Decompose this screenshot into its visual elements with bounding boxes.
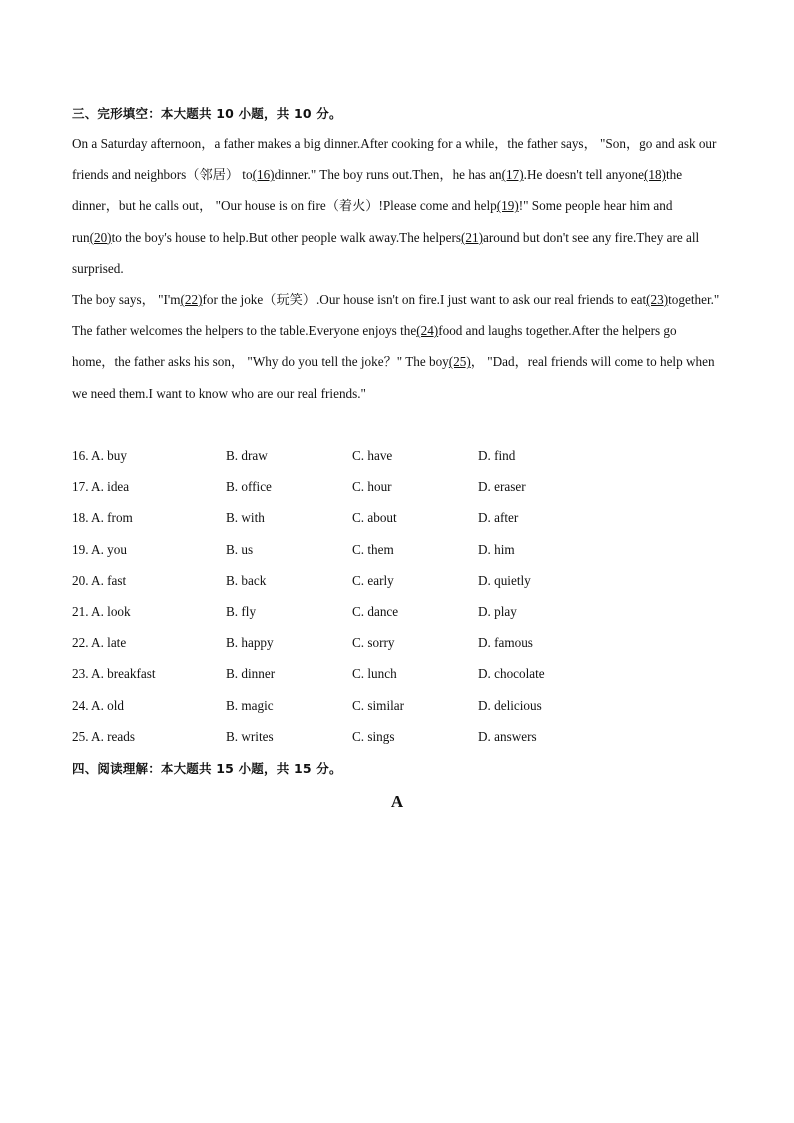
- question-option-c: C. similar: [352, 697, 405, 713]
- section-3-heading: 三、完形填空：本大题共 10 小题，共 10 分。: [72, 106, 342, 121]
- passage-text: ， "Dad，real friends will come to help when we need them.I want to know who are our real friends.": [72, 354, 715, 401]
- question-option-b: B. office: [226, 479, 272, 495]
- question-option-c: C. them: [352, 541, 394, 557]
- cloze-passage: [72, 128, 722, 409]
- question-option-b: B. happy: [226, 635, 274, 651]
- question-row: [72, 508, 722, 528]
- blank-marker: (16): [252, 167, 275, 183]
- passage-text: The father welcomes the helpers to the table.Everyone enjoys the: [72, 323, 417, 339]
- question-option-c: C. dance: [352, 604, 399, 619]
- section-a-label: A: [390, 792, 404, 811]
- question-option-c: C. early: [352, 572, 394, 588]
- question-row: [72, 696, 722, 716]
- passage-text: for the joke（玩笑）.Our house isn't on fire.I just want to ask our real friends to eat: [202, 292, 647, 308]
- question-option-a: 19. A. you: [72, 541, 127, 557]
- blank-marker: (20): [89, 229, 112, 245]
- question-option-d: D. chocolate: [478, 666, 545, 682]
- question-option-b: B. writes: [226, 728, 274, 744]
- question-option-c: C. hour: [352, 479, 392, 495]
- question-row: [72, 727, 722, 747]
- question-option-d: D. delicious: [478, 697, 542, 713]
- question-option-a: 20. A. fast: [72, 572, 127, 588]
- passage-text: together.": [668, 292, 720, 308]
- question-option-a: 24. A. old: [72, 697, 125, 713]
- blank-marker: (19): [496, 198, 519, 214]
- question-option-a: 22. A. late: [72, 635, 127, 651]
- question-row: [72, 540, 722, 560]
- question-option-b: B. magic: [226, 697, 274, 713]
- blank-marker: (21): [461, 229, 483, 245]
- question-option-a: 23. A. breakfast: [72, 666, 156, 682]
- blank-marker: (17): [501, 167, 524, 183]
- question-option-d: D. answers: [478, 728, 537, 744]
- question-option-a: 18. A. from: [72, 510, 133, 526]
- question-option-b: B. fly: [226, 604, 257, 619]
- question-option-a: 21. A. look: [72, 604, 131, 619]
- question-option-d: D. eraser: [478, 479, 526, 495]
- passage-paragraph-1: [72, 128, 722, 284]
- passage-paragraph-2: [72, 284, 722, 315]
- passage-text: The boy says， "I'm: [72, 292, 181, 308]
- question-row: [72, 602, 722, 622]
- passage-text: around but don't see any fire.They are all surprised.: [72, 229, 700, 276]
- question-option-b: B. draw: [226, 448, 268, 463]
- question-option-d: D. him: [478, 541, 515, 557]
- question-option-b: B. back: [226, 572, 267, 588]
- question-option-d: D. play: [478, 604, 517, 619]
- blank-marker: (24): [416, 323, 439, 339]
- question-option-c: C. about: [352, 510, 397, 526]
- section-4-heading: 四、阅读理解：本大题共 15 小题，共 15 分。: [72, 761, 342, 776]
- question-option-b: B. dinner: [226, 666, 276, 682]
- question-row: [72, 446, 722, 466]
- question-option-c: C. have: [352, 448, 393, 463]
- question-option-a: 25. A. reads: [72, 728, 135, 744]
- question-option-c: C. lunch: [352, 666, 397, 682]
- blank-marker: (23): [646, 292, 669, 308]
- blank-marker: (25): [448, 354, 471, 370]
- question-row: [72, 664, 722, 684]
- question-option-a: 16. A. buy: [72, 448, 127, 463]
- question-option-c: C. sorry: [352, 635, 395, 651]
- passage-text: the dinner，but he calls out， "Our house is on fire（着火）!Please come and help: [72, 167, 683, 214]
- question-row: [72, 477, 722, 497]
- question-option-a: 17. A. idea: [72, 479, 130, 495]
- question-option-c: C. sings: [352, 728, 395, 744]
- passage-text: to the boy's house to help.But other people walk away.The helpers: [111, 229, 462, 245]
- question-option-d: D. famous: [478, 635, 533, 651]
- passage-text: !" Some people hear him and run: [72, 198, 673, 245]
- question-row: [72, 633, 722, 653]
- question-option-d: D. after: [478, 510, 519, 526]
- question-row: [72, 571, 722, 591]
- passage-text: food and laughs together.After the helpers go home，the father asks his son， "Why do you tell the joke？" The boy: [72, 323, 677, 370]
- passage-text: On a Saturday afternoon，a father makes a big dinner.After cooking for a while，the father says， "Son，go and ask our friends and neighbors（邻居） to: [72, 136, 717, 183]
- blank-marker: (22): [180, 292, 203, 308]
- question-option-d: D. quietly: [478, 572, 531, 588]
- question-option-b: B. us: [226, 541, 254, 557]
- passage-text: dinner." The boy runs out.Then，he has an: [274, 167, 502, 183]
- blank-marker: (18): [643, 167, 666, 183]
- passage-paragraph-3: [72, 315, 722, 409]
- passage-text: .He doesn't tell anyone: [523, 167, 644, 183]
- question-option-b: B. with: [226, 510, 265, 526]
- question-option-d: D. find: [478, 448, 516, 463]
